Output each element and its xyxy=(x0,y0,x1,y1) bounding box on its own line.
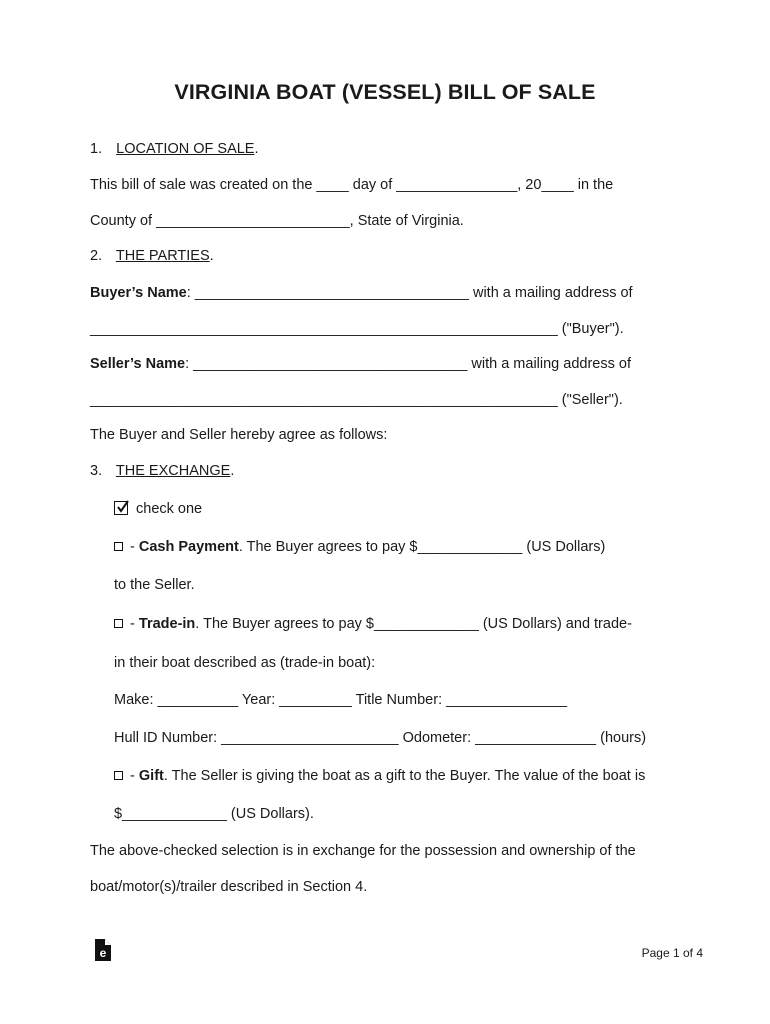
gift-line-2: $_____________ (US Dollars). xyxy=(114,806,314,822)
seller-name-label: Seller’s Name xyxy=(90,356,186,372)
section-1-dot: . xyxy=(254,141,259,157)
cash-payment-text: . The Buyer agrees to pay $_____________ (US Dollars) xyxy=(238,539,606,555)
seller-address-line: __________________________________________________________ ("Seller"). xyxy=(90,392,623,408)
trade-in-prefix: - xyxy=(130,616,139,632)
check-one-line xyxy=(114,500,202,518)
section-2-number: 2. xyxy=(90,248,103,264)
location-line-2: County of ________________________, State of Virginia. xyxy=(90,213,464,229)
page-number: Page 1 of 4 xyxy=(641,946,703,960)
check-one-label: check one xyxy=(136,501,203,517)
section-1-number: 1. xyxy=(90,141,103,157)
checked-box-icon xyxy=(114,501,128,515)
section-1-heading xyxy=(90,140,259,158)
section-3-heading xyxy=(90,462,234,480)
gift-checkbox[interactable] xyxy=(114,771,123,780)
buyer-name-blank: : __________________________________ with a mailing address of xyxy=(186,285,633,301)
section-3-dot: . xyxy=(230,463,235,479)
closing-line-2: boat/motor(s)/trailer described in Section 4. xyxy=(90,879,368,895)
section-2-heading xyxy=(90,247,214,265)
cash-payment-line xyxy=(114,538,605,556)
cash-prefix: - xyxy=(130,539,139,555)
svg-text:e: e xyxy=(99,946,107,960)
cash-payment-line-2: to the Seller. xyxy=(114,577,195,593)
eforms-logo-icon xyxy=(94,938,112,962)
buyer-name-label: Buyer’s Name xyxy=(90,285,187,301)
section-1-title: LOCATION OF SALE xyxy=(116,141,255,157)
hull-odometer-line: Hull ID Number: ______________________ Odometer: _______________ (hours) xyxy=(114,730,647,746)
location-line-1: This bill of sale was created on the ____ day of _______________, 20____ in the xyxy=(90,177,614,193)
gift-label: Gift xyxy=(138,768,164,784)
section-3-title: THE EXCHANGE xyxy=(115,463,231,479)
trade-in-line-2: in their boat described as (trade-in boat): xyxy=(114,655,376,671)
gift-line xyxy=(114,767,645,785)
make-year-title-line: Make: __________ Year: _________ Title Number: _______________ xyxy=(114,692,568,708)
trade-in-line xyxy=(114,615,632,633)
seller-name-line xyxy=(90,355,631,373)
trade-in-label: Trade-in xyxy=(138,616,196,632)
trade-in-text: . The Buyer agrees to pay $_____________ (US Dollars) and trade- xyxy=(195,616,632,632)
gift-prefix: - xyxy=(130,768,139,784)
document-title: VIRGINIA BOAT (VESSEL) BILL OF SALE xyxy=(174,80,596,104)
section-2-dot: . xyxy=(209,248,214,264)
buyer-address-line: __________________________________________________________ ("Buyer"). xyxy=(90,321,624,337)
trade-in-checkbox[interactable] xyxy=(114,619,123,628)
section-3-number: 3. xyxy=(90,463,103,479)
gift-text: . The Seller is giving the boat as a gift to the Buyer. The value of the boat is xyxy=(163,768,646,784)
section-2-title: THE PARTIES xyxy=(115,248,210,264)
closing-line-1: The above-checked selection is in exchange for the possession and ownership of the xyxy=(90,843,636,859)
cash-payment-label: Cash Payment xyxy=(138,539,239,555)
cash-checkbox[interactable] xyxy=(114,542,123,551)
buyer-name-line xyxy=(90,284,633,302)
seller-name-blank: : __________________________________ with a mailing address of xyxy=(185,356,631,372)
agreement-line: The Buyer and Seller hereby agree as follows: xyxy=(90,427,388,443)
